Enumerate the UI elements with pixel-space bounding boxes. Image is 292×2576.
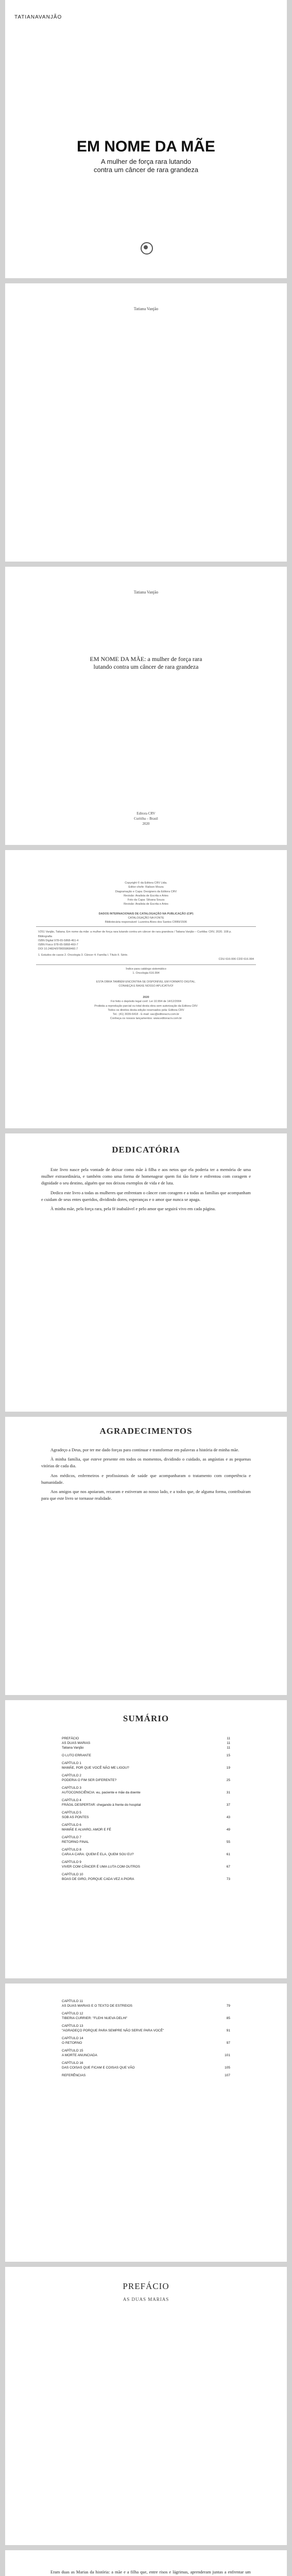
toc-entry-page [223,1835,230,1840]
toc-entry[interactable] [62,1835,230,1840]
toc-group [62,1753,230,1758]
toc-entry-label: PODERIA O FIM SER DIFERENTE? [62,1778,117,1782]
digital-note-2: CONHEÇA E BAIXE NOSSO APLICATIVO! [118,984,174,988]
toc-entry[interactable] [62,2048,230,2053]
toc-entry-label: CAPÍTULO 12 [62,2012,83,2015]
toc-entry[interactable] [62,1778,230,1783]
toc-entry-page: 79 [226,2004,230,2008]
toc-entry[interactable] [62,1872,230,1877]
toc-entry[interactable] [62,1823,230,1827]
toc-entry[interactable] [62,1741,230,1745]
copyright-line: Revisão: Analista de Escrita e Artes [124,903,168,906]
toc-group [62,2073,230,2078]
copyright-line: Revisão: Analista de Escrita e Artes [124,894,168,897]
toc-entry-label: O LUTO ERRANTE [62,1754,91,1757]
toc-group [62,1999,230,2008]
toc-list-2 [62,1999,230,2078]
cover-title: EM NOME DA MÃE [77,138,215,155]
cip-heading: DADOS INTERNACIONAIS DE CATALOGAÇÃO NA PUBLICAÇÃO (CIP) [98,912,194,916]
toc-entry-label: CAPÍTULO 10 [62,1873,83,1876]
toc-entry[interactable] [62,1810,230,1815]
toc-entry-page [223,1786,230,1790]
toc-entry-page [223,2024,230,2028]
publisher-logo-icon [141,242,153,255]
toc-entry-label: CAPÍTULO 7 [62,1836,81,1839]
toc-entry[interactable] [62,1865,230,1869]
toc-entry-page: 31 [226,1791,230,1794]
index-entry: 1. Oncologia 616.994 [132,972,160,975]
toc-entry-page [223,1823,230,1827]
toc-entry-label: VIVER COM CÂNCER É UMA LUTA COM OUTROS [62,1865,140,1869]
toc-entry-page: 101 [225,2054,230,2057]
toc-group [62,1848,230,1857]
acknowledgements-paragraph: Aos amigos que nos apoiaram, rezaram e estiveram ao nosso lado, e a todos que, de alguma forma, contribuíram para que este livro se tornasse realidade. [41,1488,251,1501]
toc-group [62,2036,230,2045]
toc-entry-page: 73 [226,1877,230,1881]
toc-entry-page: 61 [226,1853,230,1856]
toc-group [62,1773,230,1783]
toc-entry-label: CAPÍTULO 16 [62,2061,83,2065]
toc-entry-page: 91 [226,2029,230,2032]
preface-page [5,2267,287,2545]
toc-entry-page: 15 [226,1754,230,1757]
copyright-line: Copyright © da Editora CRV Ltda. [125,882,167,885]
toc-entry-page [223,1761,230,1766]
toc-group [62,2011,230,2021]
toc-entry-page [223,1798,230,1803]
copyright-line: Editor-chefe: Railson Moura [128,886,164,889]
toc-entry-page: 105 [225,2066,230,2070]
half-title-author: Tatiana Vanjão [133,307,159,311]
toc-entry-label: DAS COISAS QUE FICAM E COISAS QUE VÃO [62,2066,135,2070]
publisher-site: Conheça os nossos lançamentos: www.editoracrv.com.br [110,1017,182,1021]
toc-entry[interactable] [62,2011,230,2016]
toc-entry-page [223,1860,230,1865]
toc-entry-page: 37 [226,1803,230,1807]
toc-entry[interactable] [62,1798,230,1803]
toc-entry[interactable] [62,1790,230,1795]
toc-entry[interactable] [62,1852,230,1857]
toc-entry[interactable] [62,1840,230,1844]
toc-group [62,1786,230,1795]
title-page [5,567,287,845]
toc-group [62,1761,230,1770]
cip-subheading: CATALOGAÇÃO NA FONTE [128,916,164,920]
toc-entry[interactable] [62,2004,230,2008]
toc-group [62,1835,230,1844]
toc-entry-page: 11 [227,1746,230,1750]
toc-entry-page: 11 [227,1741,230,1745]
toc-group [62,1860,230,1869]
preface-subheading: AS DUAS MARIAS [123,2297,169,2302]
cip-subjects: 1. Estudos de casos 2. Oncologia 3. Câncer 4. Família I. Título II. Série. [38,953,128,957]
toc-entry-page [223,2036,230,2041]
toc-entry[interactable] [62,2016,230,2021]
toc-entry-page [223,2011,230,2016]
toc-group [62,1736,230,1750]
cover-subtitle-1: A mulher de força rara lutando [101,158,191,165]
toc-entry[interactable] [62,1736,230,1741]
cip-isbn-digital: ISBN Digital 978-65-5868-461-4 [38,939,79,942]
title-page-year: 2020 [142,822,150,826]
toc-entry[interactable] [62,2065,230,2070]
toc-list [62,1736,230,1882]
toc-entry-label: A MORTE ANUNCIADA [62,2054,97,2057]
toc-group [62,1798,230,1807]
toc-entry[interactable] [62,2053,230,2058]
title-page-title: EM NOME DA MÃE: a mulher de força rara [90,655,202,663]
toc-entry-label: O RETORNO [62,2041,82,2045]
cip-librarian: Bibliotecária responsável: Luzenira Alves dos Santos CRB9/1506 [105,921,187,924]
copyright-line: Diagramação e Capa: Designers da Editora CRV [115,890,177,893]
title-page-title-cont: lutando contra um câncer de rara grandeza [93,663,199,670]
toc-entry-label: AUTOCONSCIÊNCIA: eu, paciente e mãe da doente [62,1791,141,1794]
toc-entry-label: CAPÍTULO 11 [62,1999,83,2003]
dedication-heading: DEDICATÓRIA [112,1145,180,1155]
toc-page-2 [5,1984,287,2262]
toc-entry-label: CAPÍTULO 8 [62,1848,81,1852]
toc-entry[interactable] [62,1786,230,1790]
toc-group [62,1823,230,1832]
rights-line: Foi feito o depósito legal conf. Lei 10.994 de 14/12/2004 [111,1000,181,1004]
toc-entry[interactable] [62,1803,230,1807]
toc-entry-label: CAPÍTULO 15 [62,2049,83,2053]
toc-entry-page [223,1773,230,1778]
preface-paragraph: Eram duas as Marias da história: a mãe e a filha que, entre risos e lágrimas, aprenderam juntas a enfrentar um [50,2569,251,2574]
toc-entry-page: 67 [226,1865,230,1869]
toc-entry-label: AS DUAS MARIAS [62,1741,91,1745]
toc-entry[interactable] [62,1773,230,1778]
toc-group [62,1810,230,1820]
toc-entry[interactable] [62,1745,230,1750]
half-title-page [5,283,287,562]
toc-entry[interactable] [62,1766,230,1770]
cip-doi: DOI 10.24824/978655868460.7 [38,947,78,951]
index-heading: Índice para catálogo sistemático [126,968,166,971]
toc-entry-page: 19 [226,1766,230,1770]
toc-entry[interactable] [62,1827,230,1832]
toc-entry[interactable] [62,1848,230,1852]
toc-entry-label: BOAS DE GIRO, PORQUE CADA VEZ A PIORA [62,1877,134,1881]
toc-entry[interactable] [62,1761,230,1766]
toc-entry[interactable] [62,2036,230,2041]
cover-page [5,0,287,278]
toc-entry[interactable] [62,2061,230,2065]
toc-group [62,2061,230,2070]
acknowledgements-heading: AGRADECIMENTOS [99,1426,193,1436]
preface-heading: PREFÁCIO [123,2281,169,2291]
cover-author: TATIANAVANJÃO [14,14,62,20]
toc-entry-label: AS DUAS MARIAS E O TEXTO DE ESTREIOS [62,2004,133,2008]
toc-entry-label: CAPÍTULO 3 [62,1786,81,1790]
dedication-paragraph: Dedico este livro a todas as mulheres que enfrentam o câncer com coragem e a todas as famílias que acompanham e cuidam de seus entes queridos, dividindo dores, esperanças e o amor que nunca se apaga. [41,1190,251,1202]
preface-text-page [5,2550,287,2576]
toc-entry-label: CAPÍTULO 6 [62,1823,81,1827]
toc-group [62,2048,230,2058]
cip-isbn-print: ISBN Físico 978-65-5868-460-7 [38,943,78,946]
toc-group [62,1872,230,1882]
acknowledgements-paragraph: Aos médicos, enfermeiros e profissionais de saúde que acompanharam o tratamento com competência e humanidade. [41,1472,251,1485]
copyright-line: Foto da Capa: Silvana Souza [127,899,165,902]
toc-entry-label: CAPÍTULO 14 [62,2037,83,2040]
toc-entry-label: MAMÃE E ALVARO, AMOR E FÉ [62,1828,111,1832]
toc-entry-page [223,1848,230,1852]
acknowledgements-paragraph: À minha família, que esteve presente em todos os momentos, dividindo o cuidado, as angústias e as pequenas vitórias de cada dia. [41,1456,251,1469]
toc-entry[interactable] [62,1877,230,1882]
toc-entry-label: CAPÍTULO 5 [62,1811,81,1815]
toc-entry-label: CAPÍTULO 2 [62,1774,81,1777]
toc-entry[interactable] [62,2024,230,2028]
rights-line-2: Proibida a reprodução parcial ou total desta obra sem autorização da Editora CRV [94,1004,198,1008]
toc-entry-label: PREFÁCIO [62,1737,79,1740]
toc-entry-page [223,2048,230,2053]
toc-entry-page: 25 [226,1778,230,1782]
toc-entry[interactable] [62,2041,230,2045]
title-page-author: Tatiana Vanjão [133,590,159,595]
toc-entry[interactable] [62,1860,230,1865]
toc-entry-label: CARA A CARA: QUEM É ELA, QUEM SOU EU? [62,1853,134,1856]
copyright-year: 2020 [143,996,149,999]
dedication-page [5,1133,287,1412]
toc-entry-page: 11 [227,1737,230,1740]
toc-entry-label: SOB AS PONTES [62,1816,89,1819]
acknowledgements-paragraph: Agradeço a Deus, por ter me dado forças para continuar e transformar em palavras a história de minha mãe. [50,1447,239,1452]
toc-entry-label: FRÁGIL DESPERTAR: chegando à frente do hospital [62,1803,141,1807]
toc-entry-label: RETORNO FINAL [62,1840,89,1844]
toc-entry-page: 49 [226,1828,230,1832]
toc-entry-label: REFERÊNCIAS [62,2074,86,2077]
toc-entry-page [223,1872,230,1877]
toc-entry[interactable] [62,2028,230,2033]
publisher-address: Todos os direitos desta edição reservados pela: Editora CRV [108,1008,184,1012]
cip-entry: V251 Vanjão, Tatiana. Em nome da mãe: a mulher de força rara lutando contra um câncer de rara grandeza / Tatiana Vanjão – Curitiba: CRV, 2020. 108 p. [38,930,232,934]
cip-bibliography: Bibliografia [38,935,53,938]
toc-entry-label: CAPÍTULO 9 [62,1860,81,1864]
toc-entry-page: 97 [226,2041,230,2045]
toc-entry-page [223,2061,230,2065]
digital-note: ESTA OBRA TAMBÉM ENCONTRA-SE DISPONÍVEL EM FORMATO DIGITAL. [96,980,196,984]
toc-entry-label: CAPÍTULO 4 [62,1799,81,1802]
toc-entry[interactable] [62,2073,230,2078]
toc-entry[interactable] [62,1999,230,2004]
copyright-page [5,850,287,1128]
title-page-publisher: Editora CRV [136,811,156,816]
toc-entry-label: CAPÍTULO 13 [62,2024,83,2028]
cip-cdu: CDU 616-006 CDD 616.994 [218,957,254,961]
toc-entry-label: TIBERIA CURRIER: "FLEHI NUEVA DELHI" [62,2016,128,2020]
acknowledgements-page [5,1417,287,1695]
dedication-paragraph: Este livro nasce pela vontade de deixar como mãe à filha e aos netos que ela poderia ter a memória de uma mulher extraordinária, e também como uma forma de homenagear quem foi tão forte e enfrentou com coragem e dignidade o seu destino, alguém que nos deixou exemplos de vida e de luta. [41,1167,251,1186]
toc-entry-label: MAMÃE, POR QUE VOCÊ NÃO ME LIGOU? [62,1766,129,1770]
toc-entry-label: CAPÍTULO 1 [62,1761,81,1765]
toc-entry[interactable] [62,1753,230,1758]
toc-entry-page: 85 [226,2016,230,2020]
toc-entry-page [223,1999,230,2004]
cover-subtitle-2: contra um câncer de rara grandeza [93,166,199,174]
toc-entry-label: "AGRADEÇO PORQUE PARA SEMPRE NÃO SERVE PARA VOCÊ" [62,2029,164,2032]
dedication-paragraph: À minha mãe, pela força rara, pela fé inabalável e pelo amor que seguirá vivo em cada página. [50,1206,216,1211]
toc-entry-label: Tatiana Vanjão [62,1746,84,1750]
toc-entry-page: 43 [226,1816,230,1819]
toc-heading: SUMÁRIO [123,1714,169,1723]
toc-entry[interactable] [62,1815,230,1820]
publisher-phone: Tel.: (41) 3039-6418 - E-mail: sac@editoracrv.com.br [113,1013,179,1016]
title-page-city: Curitiba – Brasil [134,817,158,821]
toc-entry-page: 55 [226,1840,230,1844]
toc-entry-page [223,1810,230,1815]
toc-group [62,2024,230,2033]
toc-page [5,1700,287,1978]
toc-entry-page: 107 [225,2074,230,2077]
